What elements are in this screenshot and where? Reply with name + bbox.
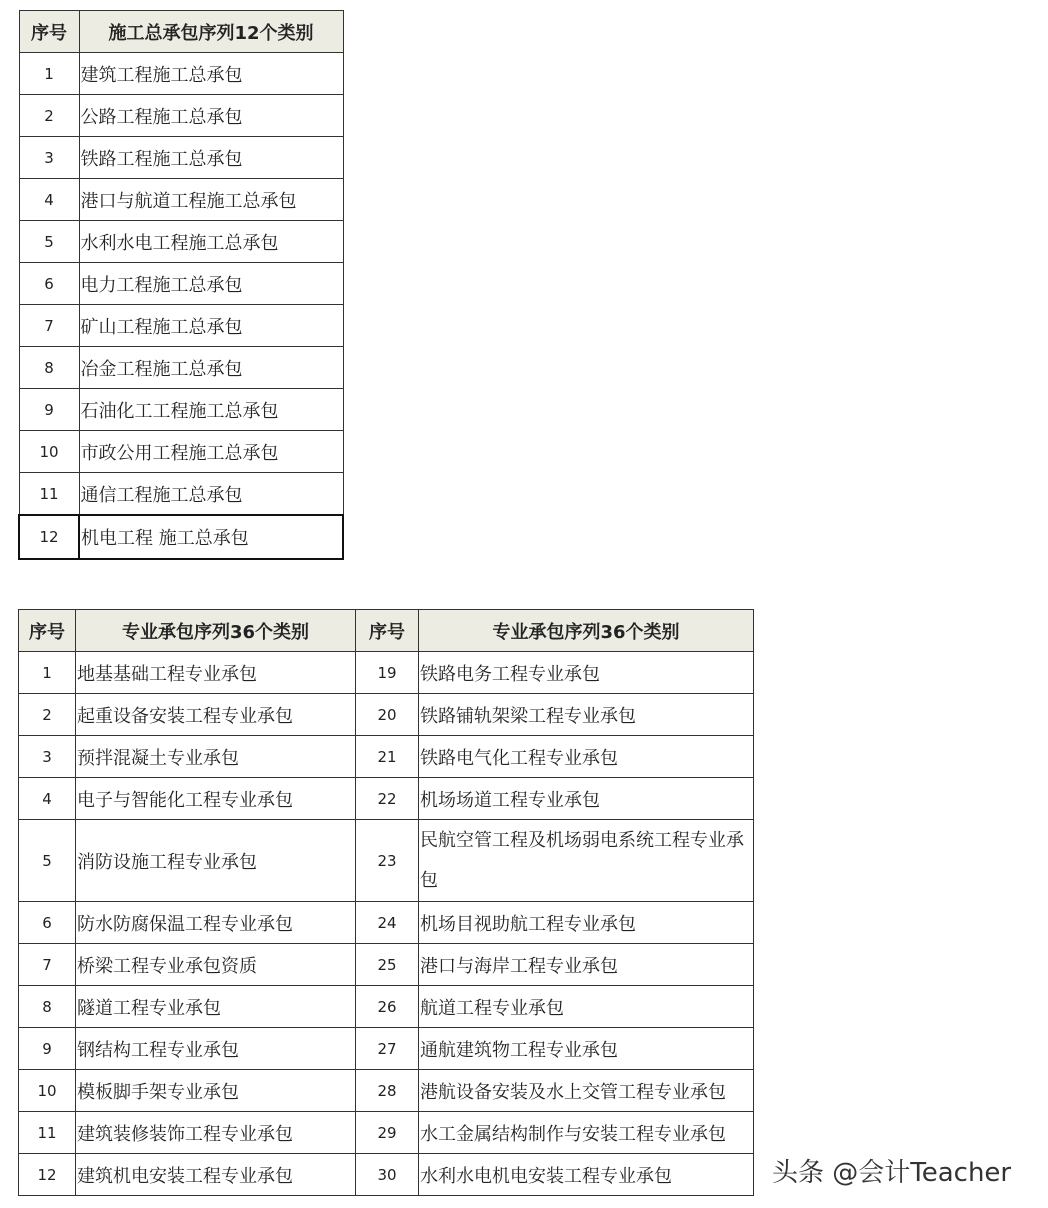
row-category: 矿山工程施工总承包 — [79, 305, 343, 347]
row-category: 港口与海岸工程专业承包 — [419, 944, 754, 986]
row-category: 建筑装修装饰工程专业承包 — [76, 1112, 356, 1154]
row-category: 公路工程施工总承包 — [79, 95, 343, 137]
row-category: 市政公用工程施工总承包 — [79, 431, 343, 473]
row-index: 9 — [19, 1028, 76, 1070]
row-index: 9 — [19, 389, 79, 431]
row-index: 10 — [19, 1070, 76, 1112]
row-index: 8 — [19, 986, 76, 1028]
row-index: 22 — [356, 778, 419, 820]
row-category: 电子与智能化工程专业承包 — [76, 778, 356, 820]
row-category: 通信工程施工总承包 — [79, 473, 343, 516]
row-category: 钢结构工程专业承包 — [76, 1028, 356, 1070]
row-index: 19 — [356, 652, 419, 694]
row-index: 2 — [19, 694, 76, 736]
row-category: 港口与航道工程施工总承包 — [79, 179, 343, 221]
row-category: 铁路铺轨架梁工程专业承包 — [419, 694, 754, 736]
table-row — [19, 1028, 754, 1070]
table-row — [19, 137, 343, 179]
row-category: 石油化工工程施工总承包 — [79, 389, 343, 431]
header-index: 序号 — [19, 610, 76, 652]
row-category: 起重设备安装工程专业承包 — [76, 694, 356, 736]
row-category: 模板脚手架专业承包 — [76, 1070, 356, 1112]
row-index: 26 — [356, 986, 419, 1028]
header-category: 施工总承包序列12个类别 — [79, 11, 343, 53]
header-index-2: 序号 — [356, 610, 419, 652]
row-index: 3 — [19, 137, 79, 179]
row-index: 27 — [356, 1028, 419, 1070]
table-row — [19, 1070, 754, 1112]
table-row — [19, 944, 754, 986]
row-index: 6 — [19, 902, 76, 944]
table-row — [19, 652, 754, 694]
row-category: 铁路工程施工总承包 — [79, 137, 343, 179]
table-row — [19, 305, 343, 347]
row-index: 6 — [19, 263, 79, 305]
row-category: 冶金工程施工总承包 — [79, 347, 343, 389]
table-row — [19, 736, 754, 778]
row-index: 11 — [19, 473, 79, 516]
row-category: 水利水电机电安装工程专业承包 — [419, 1154, 754, 1196]
table-row — [19, 95, 343, 137]
row-index: 7 — [19, 305, 79, 347]
table-row — [19, 1112, 754, 1154]
row-category: 通航建筑物工程专业承包 — [419, 1028, 754, 1070]
row-category: 铁路电气化工程专业承包 — [419, 736, 754, 778]
table-row — [19, 1154, 754, 1196]
row-category: 航道工程专业承包 — [419, 986, 754, 1028]
row-index: 28 — [356, 1070, 419, 1112]
row-index: 3 — [19, 736, 76, 778]
row-index: 21 — [356, 736, 419, 778]
row-index: 24 — [356, 902, 419, 944]
table-row — [19, 820, 754, 902]
row-category: 消防设施工程专业承包 — [76, 820, 356, 902]
table-row — [19, 179, 343, 221]
row-index: 11 — [19, 1112, 76, 1154]
row-index: 29 — [356, 1112, 419, 1154]
row-category: 建筑工程施工总承包 — [79, 53, 343, 95]
table-row — [19, 902, 754, 944]
row-index: 8 — [19, 347, 79, 389]
row-index: 7 — [19, 944, 76, 986]
table-row — [19, 986, 754, 1028]
header-category: 专业承包序列36个类别 — [76, 610, 356, 652]
row-category: 隧道工程专业承包 — [76, 986, 356, 1028]
row-index: 12 — [19, 1154, 76, 1196]
row-index: 30 — [356, 1154, 419, 1196]
row-category: 防水防腐保温工程专业承包 — [76, 902, 356, 944]
table-row — [19, 221, 343, 263]
table-row — [19, 515, 343, 559]
row-index: 2 — [19, 95, 79, 137]
row-category: 港航设备安装及水上交管工程专业承包 — [419, 1070, 754, 1112]
row-category: 水利水电工程施工总承包 — [79, 221, 343, 263]
row-category: 电力工程施工总承包 — [79, 263, 343, 305]
row-index: 10 — [19, 431, 79, 473]
table-row — [19, 431, 343, 473]
table-row — [19, 53, 343, 95]
row-category: 机电工程 施工总承包 — [79, 515, 343, 559]
row-index: 23 — [356, 820, 419, 902]
row-index: 4 — [19, 179, 79, 221]
table-row — [19, 473, 343, 516]
row-index: 12 — [19, 515, 79, 559]
row-category: 预拌混凝土专业承包 — [76, 736, 356, 778]
row-index: 1 — [19, 652, 76, 694]
general-contracting-table — [18, 10, 344, 560]
row-index: 5 — [19, 820, 76, 902]
row-index: 1 — [19, 53, 79, 95]
table-row — [19, 778, 754, 820]
header-category-2: 专业承包序列36个类别 — [419, 610, 754, 652]
table-row — [19, 389, 343, 431]
row-category: 机场目视助航工程专业承包 — [419, 902, 754, 944]
row-category: 地基基础工程专业承包 — [76, 652, 356, 694]
table-row — [19, 347, 343, 389]
row-category: 机场场道工程专业承包 — [419, 778, 754, 820]
row-category: 水工金属结构制作与安装工程专业承包 — [419, 1112, 754, 1154]
row-category: 建筑机电安装工程专业承包 — [76, 1154, 356, 1196]
row-category: 民航空管工程及机场弱电系统工程专业承包 — [419, 820, 754, 902]
row-category: 桥梁工程专业承包资质 — [76, 944, 356, 986]
row-index: 25 — [356, 944, 419, 986]
row-index: 5 — [19, 221, 79, 263]
row-category: 铁路电务工程专业承包 — [419, 652, 754, 694]
specialty-contracting-table — [18, 609, 754, 1196]
row-index: 4 — [19, 778, 76, 820]
row-index: 20 — [356, 694, 419, 736]
table-row — [19, 263, 343, 305]
table-row — [19, 694, 754, 736]
watermark: 头条 @会计Teacher — [772, 1158, 1012, 1188]
header-index: 序号 — [19, 11, 79, 53]
